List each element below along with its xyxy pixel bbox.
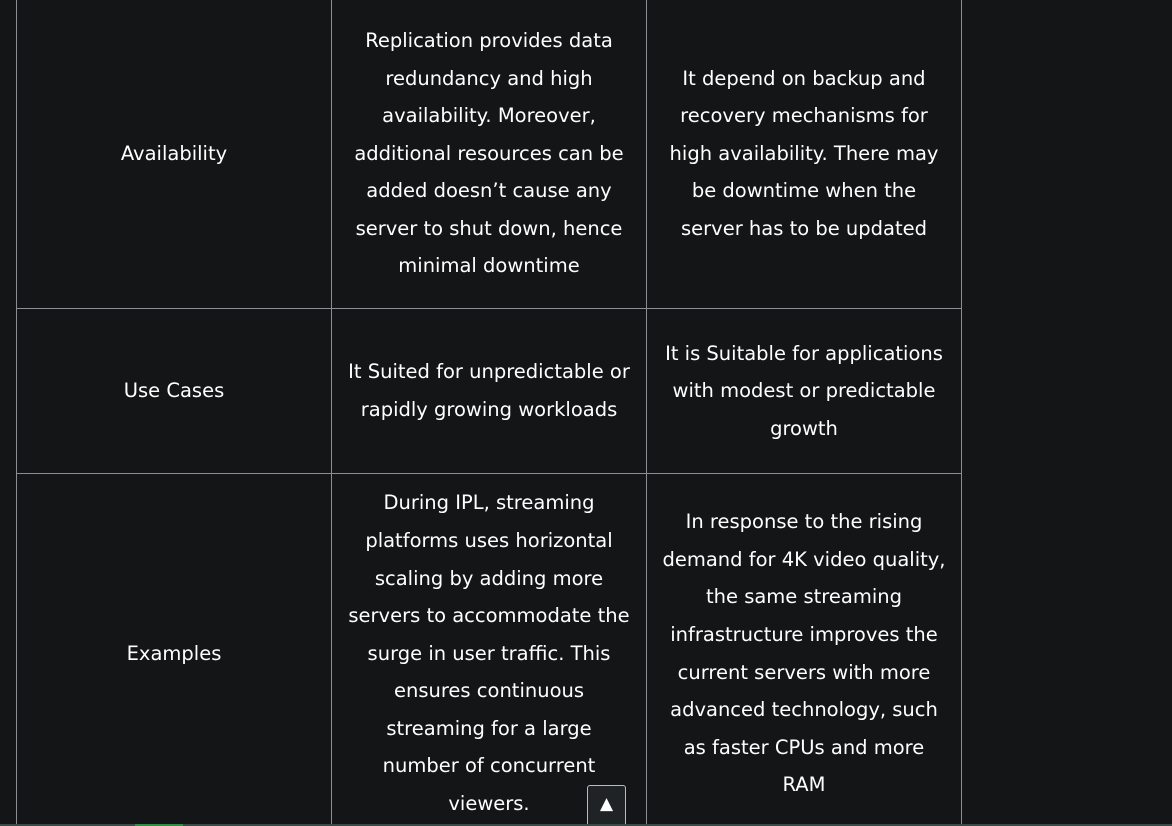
row-label-use-cases: Use Cases <box>17 309 332 474</box>
table-row-availability <box>17 0 962 309</box>
cell-vertical-availability: It depend on backup and recovery mechanisms for high availability. There may be downtime when the server has to be updated <box>647 0 962 309</box>
cell-horizontal-availability: Replication provides data redundancy and high availability. Moreover, additional resources can be added doesn’t cause any server to shut down, hence minimal downtime <box>332 0 647 309</box>
row-label-examples: Examples <box>17 474 332 826</box>
cell-vertical-use-cases: It is Suitable for applications with modest or predictable growth <box>647 309 962 474</box>
cell-vertical-examples: In response to the rising demand for 4K video quality, the same streaming infrastructure improves the current servers with more advanced technology, such as faster CPUs and more RAM <box>647 474 962 826</box>
comparison-table <box>16 0 962 826</box>
cell-horizontal-examples: During IPL, streaming platforms uses horizontal scaling by adding more servers to accommodate the surge in user traffic. This ensures continuous streaming for a large number of concurrent viewers. <box>332 474 647 826</box>
table-row-use-cases <box>17 309 962 474</box>
arrow-up-icon: ▲ <box>599 794 614 814</box>
row-label-availability: Availability <box>17 0 332 309</box>
table-row-examples <box>17 474 962 826</box>
scroll-to-top-button[interactable] <box>587 785 626 826</box>
cell-horizontal-use-cases: It Suited for unpredictable or rapidly growing workloads <box>332 309 647 474</box>
